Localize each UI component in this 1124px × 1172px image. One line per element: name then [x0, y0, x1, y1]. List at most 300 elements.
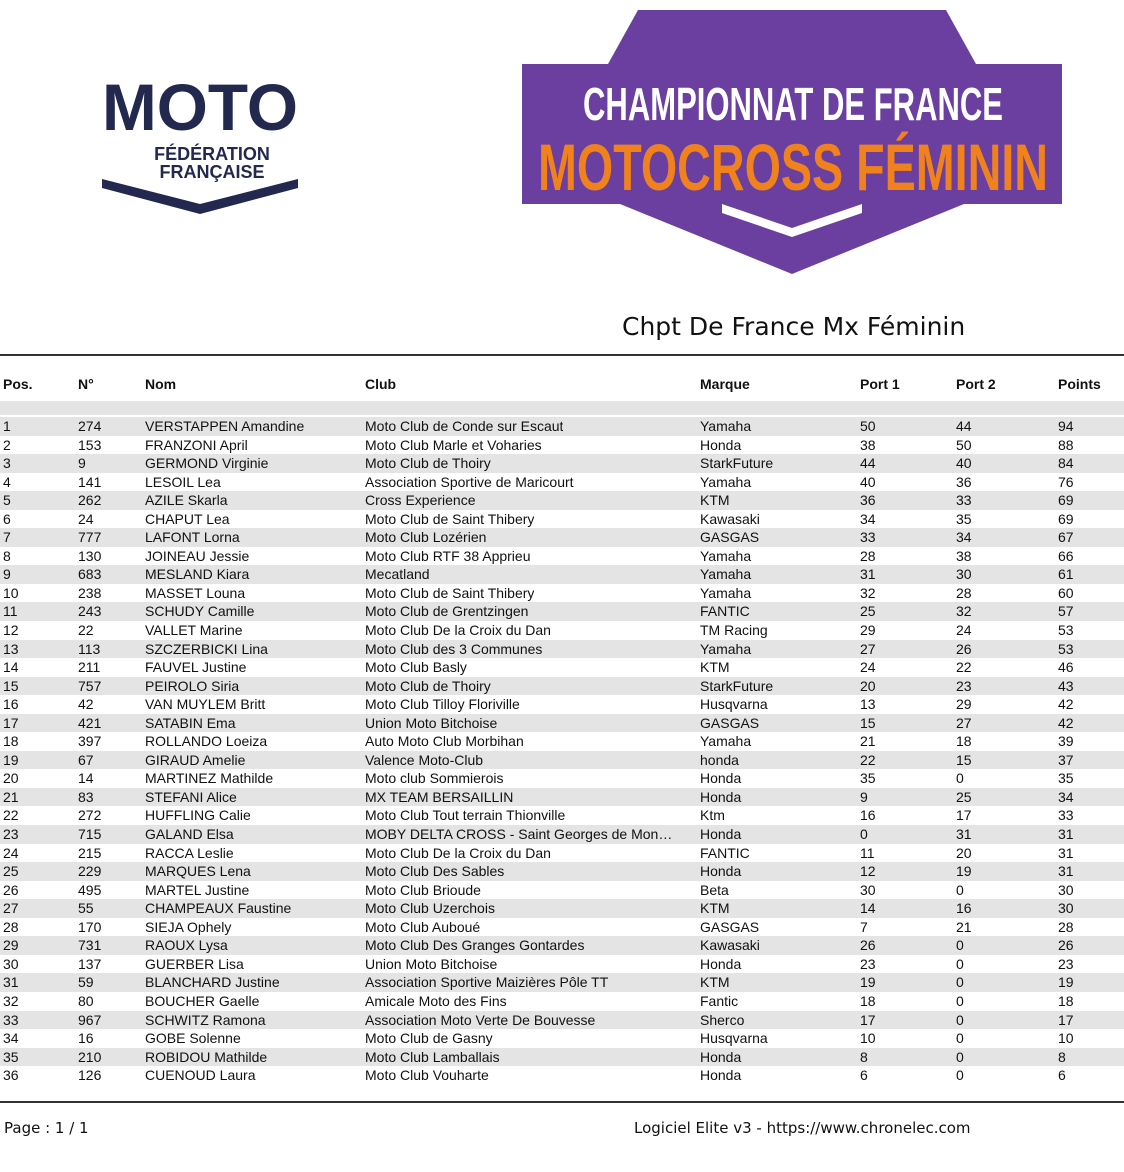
- cell-nom: VAN MUYLEM Britt: [145, 696, 266, 713]
- cell-club: Moto Club De la Croix du Dan: [365, 844, 551, 861]
- championship-logo-line2: MOTOCROSS FÉMININ: [538, 130, 1048, 204]
- cell-port1: 0: [860, 826, 868, 843]
- cell-points: 43: [1058, 677, 1074, 694]
- cell-nom: PEIROLO Siria: [145, 677, 240, 694]
- cell-points: 57: [1058, 603, 1074, 620]
- cell-club: Association Moto Verte De Bouvesse: [365, 1011, 596, 1028]
- cell-port2: 33: [956, 492, 972, 509]
- table-row: [0, 955, 1124, 974]
- cell-marque: KTM: [700, 492, 730, 509]
- cell-nom: GUERBER Lisa: [145, 955, 244, 972]
- cell-port2: 30: [956, 566, 972, 583]
- cell-port1: 34: [860, 510, 876, 527]
- page-number: Page : 1 / 1: [4, 1119, 89, 1137]
- table-row: [0, 844, 1124, 863]
- cell-points: 18: [1058, 992, 1074, 1009]
- championship-logo: [520, 8, 1066, 278]
- cell-port2: 40: [956, 455, 972, 472]
- cell-num: 210: [78, 1048, 102, 1065]
- results-table-body: [0, 417, 1124, 1085]
- table-row: [0, 436, 1124, 455]
- cell-port2: 21: [956, 918, 972, 935]
- cell-num: 9: [78, 455, 86, 472]
- cell-club: MOBY DELTA CROSS - Saint Georges de Mon…: [365, 826, 673, 843]
- cell-port2: 15: [956, 751, 972, 768]
- col-header-marque: Marque: [700, 376, 750, 392]
- cell-marque: Honda: [700, 1048, 742, 1065]
- table-row: [0, 788, 1124, 807]
- cell-points: 42: [1058, 714, 1074, 731]
- cell-port2: 0: [956, 1048, 964, 1065]
- cell-port2: 0: [956, 955, 964, 972]
- cell-club: Moto Club Vouharte: [365, 1067, 489, 1084]
- cell-port1: 28: [860, 547, 876, 564]
- cell-points: 30: [1058, 881, 1074, 898]
- cell-port1: 14: [860, 900, 876, 917]
- cell-nom: FRANZONI April: [145, 436, 248, 453]
- cell-num: 67: [78, 751, 94, 768]
- cell-nom: MARQUES Lena: [145, 863, 251, 880]
- cell-club: Moto Club Auboué: [365, 918, 481, 935]
- cell-port1: 26: [860, 937, 876, 954]
- col-header-points: Points: [1058, 376, 1101, 392]
- cell-pos: 15: [3, 677, 19, 694]
- cell-num: 55: [78, 900, 94, 917]
- table-row: [0, 881, 1124, 900]
- cell-pos: 26: [3, 881, 19, 898]
- cell-points: 84: [1058, 455, 1074, 472]
- cell-pos: 22: [3, 807, 19, 824]
- cell-num: 126: [78, 1067, 102, 1084]
- cell-points: 31: [1058, 863, 1074, 880]
- col-header-pos: Pos.: [3, 376, 33, 392]
- cell-points: 19: [1058, 974, 1074, 991]
- cell-port1: 19: [860, 974, 876, 991]
- cell-num: 777: [78, 529, 102, 546]
- cell-marque: KTM: [700, 900, 730, 917]
- cell-points: 88: [1058, 436, 1074, 453]
- cell-marque: Sherco: [700, 1011, 745, 1028]
- table-row: [0, 732, 1124, 751]
- cell-nom: VALLET Marine: [145, 622, 243, 639]
- cell-port2: 34: [956, 529, 972, 546]
- cell-club: Moto Club des 3 Communes: [365, 640, 543, 657]
- cell-num: 22: [78, 622, 94, 639]
- cell-points: 28: [1058, 918, 1074, 935]
- cell-num: 683: [78, 566, 102, 583]
- table-row: [0, 992, 1124, 1011]
- cell-club: Moto Club Uzerchois: [365, 900, 495, 917]
- cell-marque: TM Racing: [700, 622, 768, 639]
- cell-num: 274: [78, 418, 102, 434]
- table-row: [0, 602, 1124, 621]
- cell-points: 6: [1058, 1067, 1066, 1084]
- cell-points: 53: [1058, 622, 1074, 639]
- cell-port2: 25: [956, 788, 972, 805]
- cell-points: 94: [1058, 418, 1074, 434]
- cell-num: 170: [78, 918, 102, 935]
- cell-port2: 35: [956, 510, 972, 527]
- cell-nom: ROBIDOU Mathilde: [145, 1048, 268, 1065]
- cell-pos: 32: [3, 992, 19, 1009]
- cell-num: 16: [78, 1030, 94, 1047]
- cell-marque: Husqvarna: [700, 696, 768, 713]
- cell-nom: AZILE Skarla: [145, 492, 228, 509]
- cell-nom: HUFFLING Calie: [145, 807, 251, 824]
- cell-club: Moto Club Tout terrain Thionville: [365, 807, 566, 824]
- cell-club: Union Moto Bitchoise: [365, 714, 498, 731]
- cell-pos: 27: [3, 900, 19, 917]
- cell-pos: 33: [3, 1011, 19, 1028]
- cell-marque: Honda: [700, 863, 742, 880]
- cell-port1: 27: [860, 640, 876, 657]
- cell-pos: 12: [3, 622, 19, 639]
- cell-marque: StarkFuture: [700, 455, 774, 472]
- cell-port1: 30: [860, 881, 876, 898]
- cell-marque: Yamaha: [700, 733, 752, 750]
- cell-points: 67: [1058, 529, 1074, 546]
- table-row: [0, 1048, 1124, 1067]
- cell-port1: 13: [860, 696, 876, 713]
- cell-port1: 17: [860, 1011, 876, 1028]
- cell-marque: Yamaha: [700, 418, 752, 434]
- cell-port2: 0: [956, 1030, 964, 1047]
- cell-port1: 50: [860, 418, 876, 434]
- cell-points: 17: [1058, 1011, 1074, 1028]
- cell-num: 137: [78, 955, 102, 972]
- cell-points: 46: [1058, 659, 1074, 676]
- table-row: [0, 565, 1124, 584]
- cell-port1: 6: [860, 1067, 868, 1084]
- cell-club: Association Sportive Maizières Pôle TT: [365, 974, 609, 991]
- cell-pos: 16: [3, 696, 19, 713]
- table-row: [0, 806, 1124, 825]
- cell-club: Moto Club Lamballais: [365, 1048, 500, 1065]
- cell-marque: FANTIC: [700, 844, 750, 861]
- cell-club: Cross Experience: [365, 492, 476, 509]
- cell-nom: SZCZERBICKI Lina: [145, 640, 268, 657]
- cell-port2: 44: [956, 418, 972, 434]
- cell-port1: 21: [860, 733, 876, 750]
- cell-club: Moto Club Lozérien: [365, 529, 487, 546]
- cell-marque: FANTIC: [700, 603, 750, 620]
- cell-port2: 18: [956, 733, 972, 750]
- cell-nom: SCHWITZ Ramona: [145, 1011, 266, 1028]
- table-row: [0, 695, 1124, 714]
- cell-nom: CHAMPEAUX Faustine: [145, 900, 292, 917]
- cell-pos: 13: [3, 640, 19, 657]
- cell-port1: 32: [860, 584, 876, 601]
- cell-club: Moto Club Des Sables: [365, 863, 505, 880]
- cell-nom: LAFONT Lorna: [145, 529, 240, 546]
- cell-pos: 1: [3, 418, 11, 434]
- table-row: [0, 528, 1124, 547]
- cell-pos: 34: [3, 1030, 19, 1047]
- cell-num: 141: [78, 473, 102, 490]
- cell-port1: 23: [860, 955, 876, 972]
- cell-club: Moto Club Marle et Voharies: [365, 436, 542, 453]
- table-row: [0, 862, 1124, 881]
- ffm-logo: [98, 68, 302, 218]
- ffm-logo-word: MOTO: [102, 70, 298, 144]
- table-row: [0, 491, 1124, 510]
- cell-port1: 35: [860, 770, 876, 787]
- cell-port2: 36: [956, 473, 972, 490]
- cell-port2: 23: [956, 677, 972, 694]
- cell-port1: 29: [860, 622, 876, 639]
- table-row: [0, 751, 1124, 770]
- cell-port2: 0: [956, 992, 964, 1009]
- cell-marque: Honda: [700, 770, 742, 787]
- cell-nom: MASSET Louna: [145, 584, 246, 601]
- cell-marque: GASGAS: [700, 529, 760, 546]
- cell-port1: 8: [860, 1048, 868, 1065]
- cell-pos: 14: [3, 659, 19, 676]
- col-header-port1: Port 1: [860, 376, 900, 392]
- cell-pos: 8: [3, 547, 11, 564]
- cell-club: Moto Club de Thoiry: [365, 455, 491, 472]
- cell-marque: Husqvarna: [700, 1030, 768, 1047]
- cell-marque: Yamaha: [700, 566, 752, 583]
- cell-port1: 22: [860, 751, 876, 768]
- cell-club: Moto Club Brioude: [365, 881, 481, 898]
- cell-club: Auto Moto Club Morbihan: [365, 733, 524, 750]
- table-row: [0, 584, 1124, 603]
- cell-marque: Yamaha: [700, 473, 752, 490]
- cell-num: 272: [78, 807, 102, 824]
- cell-pos: 9: [3, 566, 11, 583]
- table-row: [0, 658, 1124, 677]
- cell-pos: 2: [3, 436, 11, 453]
- cell-port2: 24: [956, 622, 972, 639]
- cell-nom: CUENOUD Laura: [145, 1067, 256, 1084]
- col-header-num: N°: [78, 376, 94, 392]
- cell-num: 238: [78, 584, 102, 601]
- software-credit: Logiciel Elite v3 - https://www.chronelec.com: [634, 1119, 971, 1137]
- bottom-divider: [0, 1101, 1124, 1103]
- cell-port2: 27: [956, 714, 972, 731]
- cell-port2: 22: [956, 659, 972, 676]
- cell-nom: BLANCHARD Justine: [145, 974, 280, 991]
- cell-club: Moto Club Basly: [365, 659, 467, 676]
- cell-nom: CHAPUT Lea: [145, 510, 230, 527]
- cell-points: 34: [1058, 788, 1074, 805]
- cell-num: 153: [78, 436, 102, 453]
- table-row: [0, 454, 1124, 473]
- cell-club: Moto Club de Saint Thibery: [365, 510, 535, 527]
- cell-points: 76: [1058, 473, 1074, 490]
- table-row: [0, 417, 1124, 436]
- cell-pos: 5: [3, 492, 11, 509]
- cell-pos: 24: [3, 844, 19, 861]
- col-header-nom: Nom: [145, 376, 177, 392]
- cell-club: Moto Club de Grentzingen: [365, 603, 529, 620]
- cell-num: 757: [78, 677, 102, 694]
- cell-points: 42: [1058, 696, 1074, 713]
- cell-port1: 24: [860, 659, 876, 676]
- cell-port1: 33: [860, 529, 876, 546]
- cell-port1: 16: [860, 807, 876, 824]
- cell-marque: Kawasaki: [700, 510, 760, 527]
- cell-club: Union Moto Bitchoise: [365, 955, 498, 972]
- table-row: [0, 918, 1124, 937]
- header-band: [0, 401, 1124, 415]
- cell-port2: 0: [956, 1011, 964, 1028]
- cell-num: 715: [78, 826, 102, 843]
- cell-pos: 31: [3, 974, 19, 991]
- cell-num: 495: [78, 881, 102, 898]
- cell-port1: 38: [860, 436, 876, 453]
- cell-nom: GOBE Solenne: [145, 1030, 241, 1047]
- cell-num: 59: [78, 974, 94, 991]
- cell-marque: honda: [700, 751, 739, 768]
- cell-pos: 30: [3, 955, 19, 972]
- cell-club: Moto Club de Saint Thibery: [365, 584, 535, 601]
- cell-port1: 25: [860, 603, 876, 620]
- cell-nom: LESOIL Lea: [145, 473, 221, 490]
- cell-nom: GERMOND Virginie: [145, 455, 269, 472]
- cell-pos: 7: [3, 529, 11, 546]
- cell-points: 37: [1058, 751, 1074, 768]
- cell-nom: GALAND Elsa: [145, 826, 234, 843]
- cell-pos: 17: [3, 714, 19, 731]
- cell-port2: 28: [956, 584, 972, 601]
- cell-club: Moto Club RTF 38 Apprieu: [365, 547, 531, 564]
- cell-num: 397: [78, 733, 102, 750]
- col-header-port2: Port 2: [956, 376, 996, 392]
- cell-club: Mecatland: [365, 566, 430, 583]
- cell-points: 31: [1058, 844, 1074, 861]
- cell-nom: ROLLANDO Loeiza: [145, 733, 268, 750]
- table-row: [0, 677, 1124, 696]
- cell-pos: 25: [3, 863, 19, 880]
- cell-num: 24: [78, 510, 94, 527]
- cell-nom: SATABIN Ema: [145, 714, 236, 731]
- ffm-logo-line1: FÉDÉRATION: [154, 144, 270, 164]
- cell-num: 211: [78, 659, 101, 676]
- cell-port1: 18: [860, 992, 876, 1009]
- cell-port2: 38: [956, 547, 972, 564]
- top-divider: [0, 354, 1124, 356]
- cell-port2: 17: [956, 807, 972, 824]
- cell-marque: Beta: [700, 881, 729, 898]
- cell-pos: 18: [3, 733, 19, 750]
- cell-port1: 44: [860, 455, 876, 472]
- cell-port1: 15: [860, 714, 876, 731]
- cell-port2: 0: [956, 974, 964, 991]
- championship-logo-line1: CHAMPIONNAT DE FRANCE: [583, 78, 1003, 130]
- cell-nom: FAUVEL Justine: [145, 659, 247, 676]
- cell-points: 35: [1058, 770, 1074, 787]
- cell-points: 8: [1058, 1048, 1066, 1065]
- ffm-logo-chevron: [102, 179, 298, 214]
- cell-points: 39: [1058, 733, 1074, 750]
- cell-port2: 31: [956, 826, 972, 843]
- cell-nom: MESLAND Kiara: [145, 566, 250, 583]
- cell-num: 967: [78, 1011, 102, 1028]
- cell-nom: RACCA Leslie: [145, 844, 234, 861]
- cell-club: Moto Club de Thoiry: [365, 677, 491, 694]
- cell-points: 23: [1058, 955, 1074, 972]
- table-row: [0, 621, 1124, 640]
- cell-club: Amicale Moto des Fins: [365, 992, 507, 1009]
- cell-marque: Honda: [700, 826, 742, 843]
- cell-marque: KTM: [700, 974, 730, 991]
- cell-points: 60: [1058, 584, 1074, 601]
- cell-port2: 29: [956, 696, 972, 713]
- cell-marque: Ktm: [700, 807, 725, 824]
- cell-pos: 3: [3, 455, 11, 472]
- table-row: [0, 1011, 1124, 1030]
- cell-port2: 0: [956, 770, 964, 787]
- cell-nom: STEFANI Alice: [145, 788, 237, 805]
- cell-num: 130: [78, 547, 102, 564]
- cell-club: Moto Club de Gasny: [365, 1030, 493, 1047]
- cell-nom: MARTINEZ Mathilde: [145, 770, 274, 787]
- table-header: [0, 376, 1124, 396]
- cell-pos: 19: [3, 751, 19, 768]
- cell-num: 421: [78, 714, 102, 731]
- cell-port1: 12: [860, 863, 876, 880]
- cell-club: Moto Club De la Croix du Dan: [365, 622, 551, 639]
- cell-num: 80: [78, 992, 94, 1009]
- cell-pos: 4: [3, 473, 11, 490]
- cell-num: 113: [78, 640, 101, 657]
- cell-port1: 7: [860, 918, 868, 935]
- cell-points: 61: [1058, 566, 1074, 583]
- ffm-logo-line2: FRANÇAISE: [159, 162, 265, 182]
- cell-club: Moto club Sommierois: [365, 770, 504, 787]
- cell-port2: 32: [956, 603, 972, 620]
- cell-points: 30: [1058, 900, 1074, 917]
- table-row: [0, 973, 1124, 992]
- cell-port1: 10: [860, 1030, 876, 1047]
- cell-nom: SIEJA Ophely: [145, 918, 232, 935]
- cell-num: 731: [78, 937, 102, 954]
- cell-marque: Honda: [700, 436, 742, 453]
- table-row: [0, 714, 1124, 733]
- cell-pos: 28: [3, 918, 19, 935]
- table-row: [0, 936, 1124, 955]
- cell-marque: GASGAS: [700, 918, 760, 935]
- cell-marque: Yamaha: [700, 640, 752, 657]
- cell-club: Valence Moto-Club: [365, 751, 484, 768]
- cell-club: Association Sportive de Maricourt: [365, 473, 574, 490]
- cell-num: 83: [78, 788, 94, 805]
- cell-pos: 23: [3, 826, 19, 843]
- cell-nom: JOINEAU Jessie: [145, 547, 250, 564]
- cell-points: 33: [1058, 807, 1074, 824]
- cell-club: MX TEAM BERSAILLIN: [365, 788, 514, 805]
- table-row: [0, 769, 1124, 788]
- cell-num: 42: [78, 696, 94, 713]
- cell-marque: StarkFuture: [700, 677, 774, 694]
- cell-pos: 29: [3, 937, 19, 954]
- cell-pos: 36: [3, 1067, 19, 1084]
- cell-port2: 0: [956, 881, 964, 898]
- cell-nom: VERSTAPPEN Amandine: [145, 418, 305, 434]
- cell-marque: Honda: [700, 788, 742, 805]
- cell-pos: 21: [3, 788, 19, 805]
- cell-num: 262: [78, 492, 102, 509]
- cell-marque: Yamaha: [700, 547, 752, 564]
- table-row: [0, 640, 1124, 659]
- cell-num: 215: [78, 844, 102, 861]
- cell-port2: 0: [956, 1067, 964, 1084]
- cell-num: 14: [78, 770, 94, 787]
- cell-port1: 40: [860, 473, 876, 490]
- cell-pos: 35: [3, 1048, 19, 1065]
